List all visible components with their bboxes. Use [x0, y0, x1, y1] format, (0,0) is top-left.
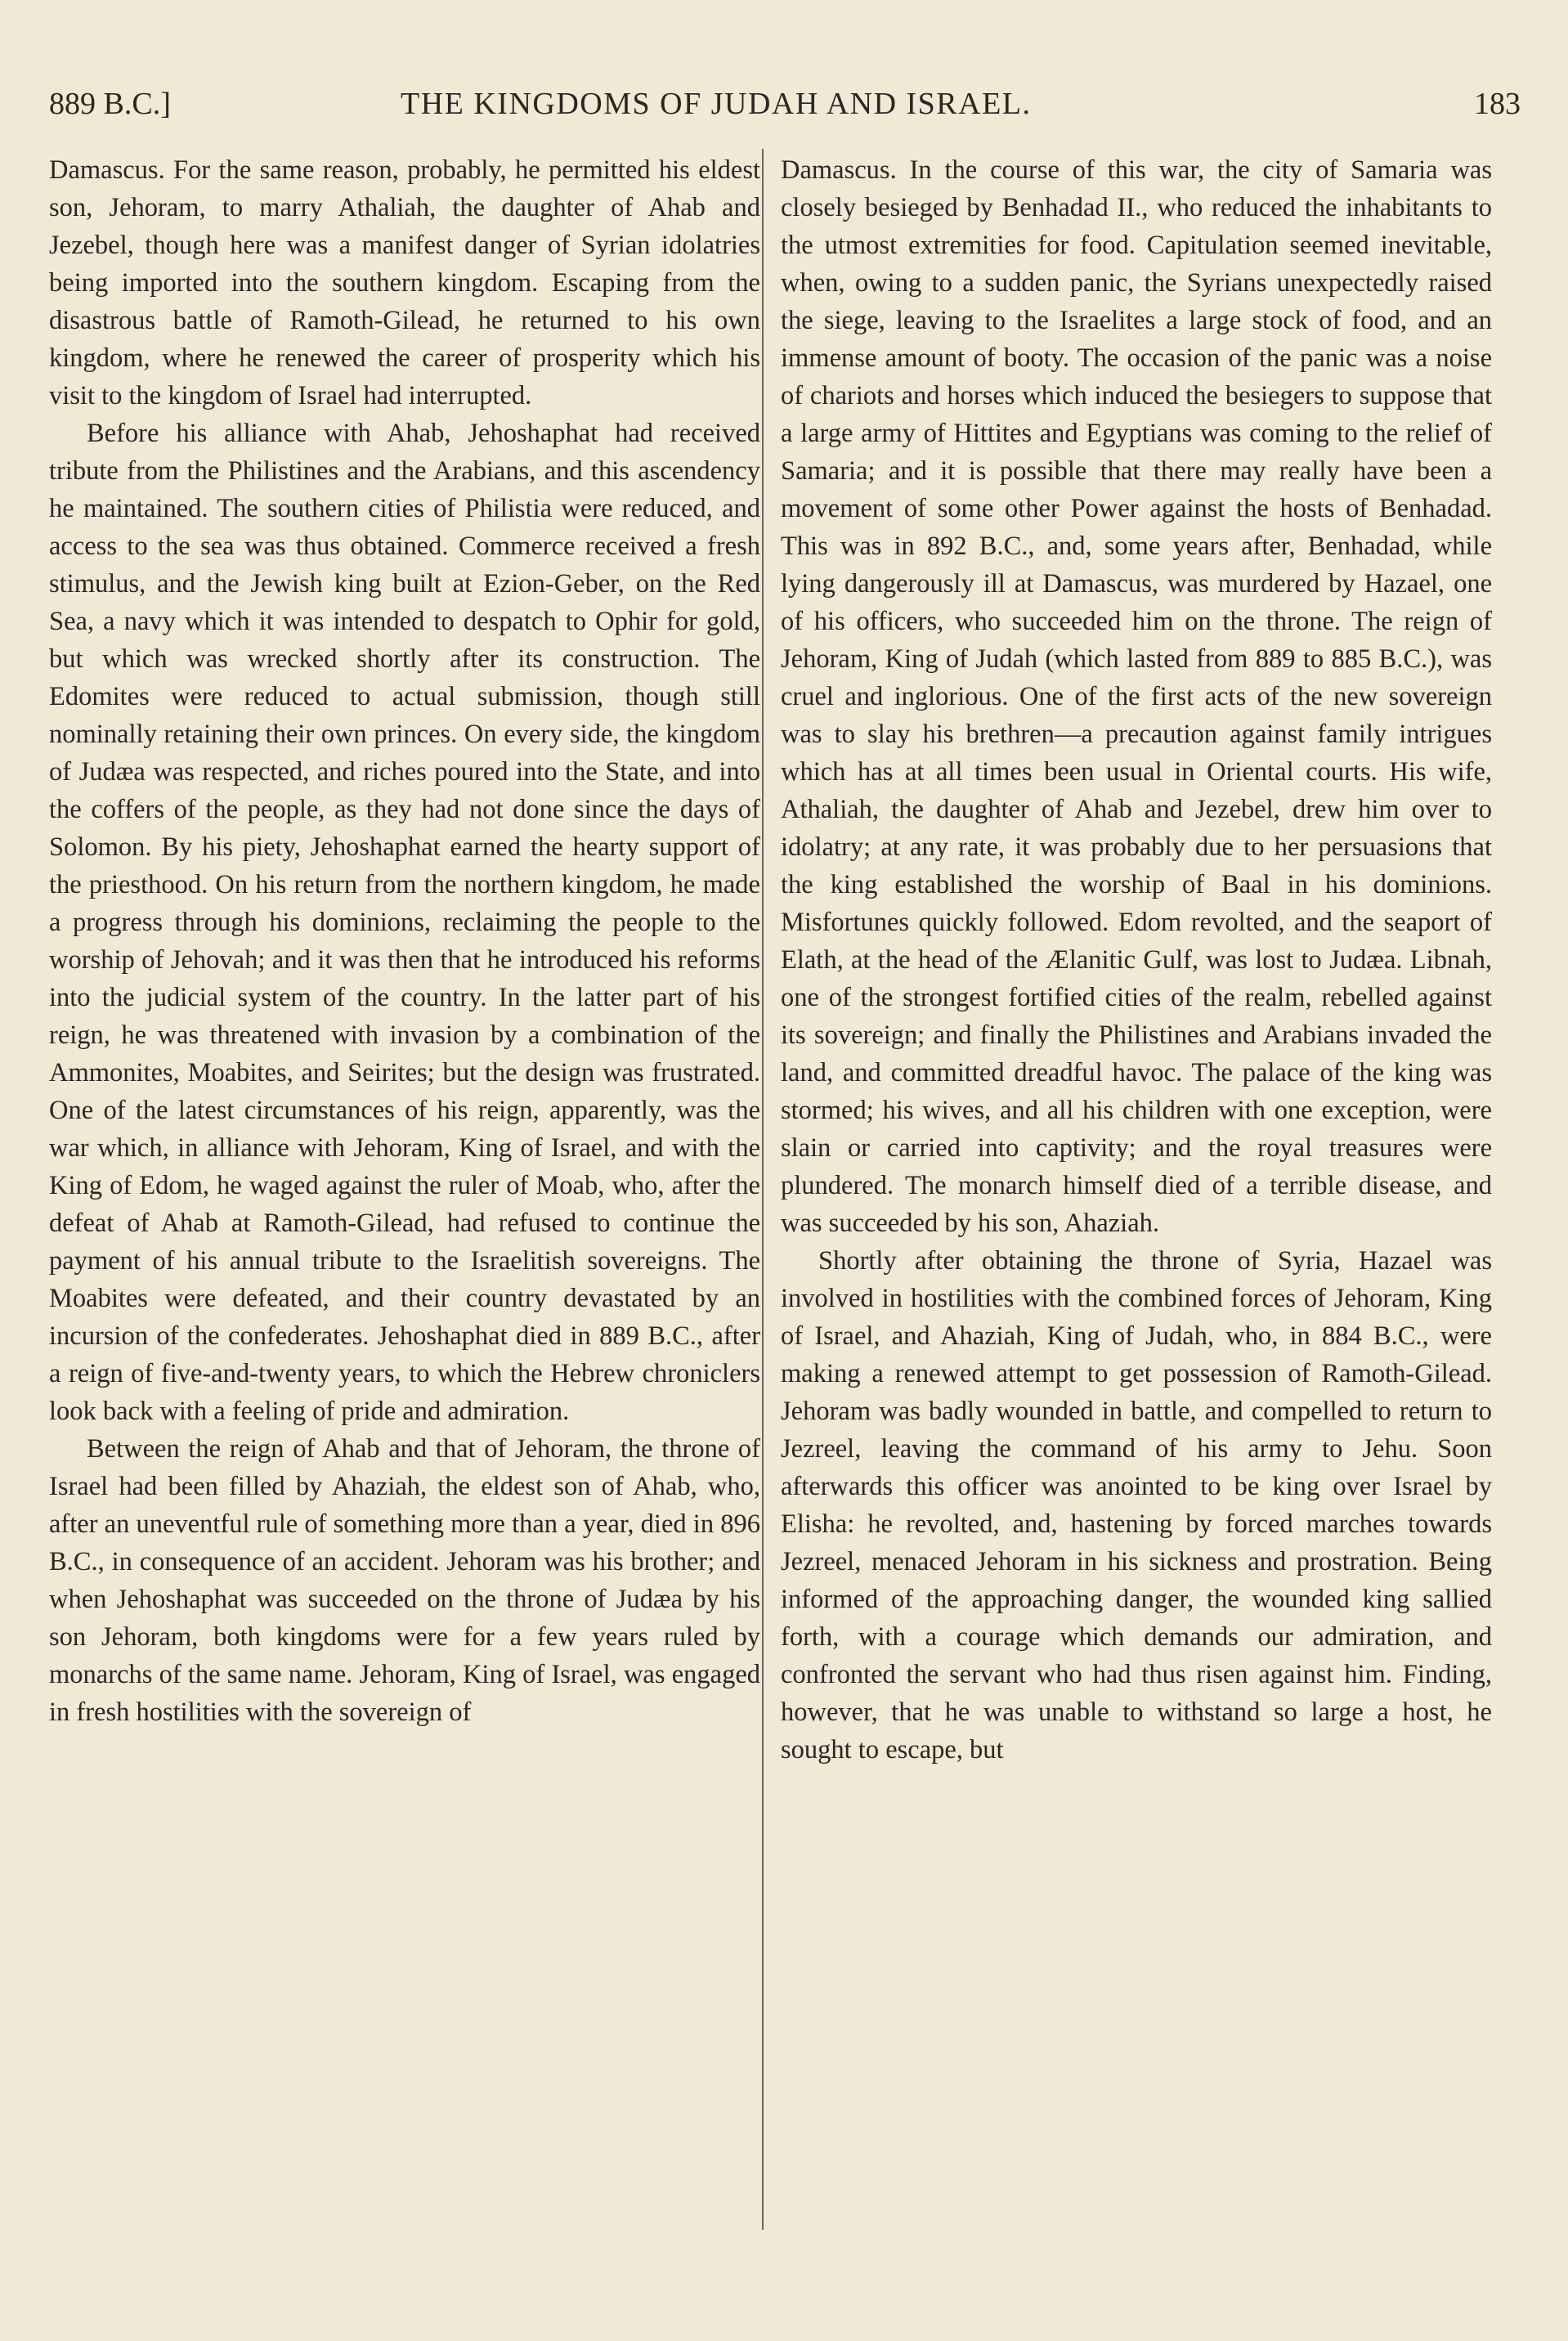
left-column [49, 151, 760, 1731]
header-date: 889 B.C.] [49, 87, 171, 121]
right-column [781, 151, 1492, 1769]
paragraph: Damascus. For the same reason, probably, he permitted his eldest son, Jehoram, to marry Athaliah, the daughter of Ahab and Jezebel, though here was a manifest danger of Syrian idolatries being imported into the southern kingdom. Escaping from the disastrous battle of Ramoth-Gilead, he returned to his own kingdom, where he renewed the career of prosperity which his visit to the kingdom of Israel had interrupted. [49, 155, 760, 410]
paragraph: Before his alliance with Ahab, Jehoshaphat had received tribute from the Philistines and the Arabians, and this ascendency he maintained. The southern cities of Philistia were reduced, and access to the sea was thus obtained. Commerce received a fresh stimulus, and the Jewish king built at Ezion-Geber, on the Red Sea, a navy which it was intended to despatch to Ophir for gold, but which was wrecked shortly after its construction. The Edomites were reduced to actual submission, though still nominally retaining their own princes. On every side, the kingdom of Judæa was respected, and riches poured into the State, and into the coffers of the people, as they had not done since the days of Solomon. By his piety, Jehoshaphat earned the hearty support of the priesthood. On his return from the northern kingdom, he made a progress through his dominions, reclaiming the people to the worship of Jehovah; and it was then that he introduced his reforms into the judicial system of the country. In the latter part of his reign, he was threatened with invasion by a combination of the Ammonites, Moabites, and Seirites; but the design was frustrated. One of the latest circumstances of his reign, apparently, was the war which, in alliance with Jehoram, King of Israel, and with the King of Edom, he waged against the ruler of Moab, who, after the defeat of Ahab at Ramoth-Gilead, had refused to continue the payment of his annual tribute to the Israelitish sovereigns. The Moabites were defeated, and their country devastated by an incursion of the confederates. Jehoshaphat died in 889 B.C., after a reign of five-and-twenty years, to which the Hebrew chroniclers look back with a feeling of pride and admiration. [49, 419, 761, 1426]
column-divider [762, 149, 764, 2230]
page-number: 183 [1474, 87, 1521, 121]
running-header [49, 83, 1521, 124]
paragraph: Shortly after obtaining the throne of Syria, Hazael was involved in hostilities with the combined forces of Jehoram, King of Israel, and Ahaziah, King of Judah, who, in 884 B.C., were making a renewed attempt to get possession of Ramoth-Gilead. Jehoram was badly wounded in battle, and compelled to return to Jezreel, leaving the command of his army to Jehu. Soon afterwards this officer was anointed to be king over Israel by Elisha: he revolted, and, hastening by forced marches towards Jezreel, menaced Jehoram in his sickness and prostration. Being informed of the approaching danger, the wounded king sallied forth, with a courage which demands our admiration, and confronted the servant who had thus risen against him. Finding, however, that he was unable to withstand so large a host, he sought to escape, but [781, 1246, 1492, 1765]
paragraph: Damascus. In the course of this war, the city of Samaria was closely besieged by Benhadad II., who reduced the inhabitants to the utmost extremities for food. Capitulation seemed inevitable, when, owing to a sudden panic, the Syrians unexpectedly raised the siege, leaving to the Israelites a large stock of food, and an immense amount of booty. The occasion of the panic was a noise of chariots and horses which induced the besiegers to suppose that a large army of Hittites and Egyptians was coming to the relief of Samaria; and it is possible that there may really have been a movement of some other Power against the hosts of Benhadad. This was in 892 B.C., and, some years after, Benhadad, while lying dangerously ill at Damascus, was murdered by Hazael, one of his officers, who succeeded him on the throne. The reign of Jehoram, King of Judah (which lasted from 889 to 885 B.C.), was cruel and inglorious. One of the first acts of the new sovereign was to slay his brethren—a precaution against family intrigues which has at all times been usual in Oriental courts. His wife, Athaliah, the daughter of Ahab and Jezebel, drew him over to idolatry; at any rate, it was probably due to her persuasions that the king established the worship of Baal in his dominions. Misfortunes quickly followed. Edom revolted, and the seaport of Elath, at the head of the Ælanitic Gulf, was lost to Judæa. Libnah, one of the strongest fortified cities of the realm, rebelled against its sovereign; and finally the Philistines and Arabians invaded the land, and committed dreadful havoc. The palace of the king was stormed; his wives, and all his children with one exception, were slain or carried into captivity; and the royal treasures were plundered. The monarch himself died of a terrible disease, and was succeeded by his son, Ahaziah. [781, 155, 1493, 1238]
header-title: THE KINGDOMS OF JUDAH AND ISRAEL. [401, 87, 1032, 121]
paragraph: Between the reign of Ahab and that of Jehoram, the throne of Israel had been filled by Ahaziah, the eldest son of Ahab, who, after an uneventful rule of something more than a year, died in 896 B.C., in consequence of an accident. Jehoram was his brother; and when Jehoshaphat was succeeded on the throne of Judæa by his son Jehoram, both kingdoms were for a few years ruled by monarchs of the same name. Jehoram, King of Israel, was engaged in fresh hostilities with the sovereign of [49, 1434, 761, 1727]
